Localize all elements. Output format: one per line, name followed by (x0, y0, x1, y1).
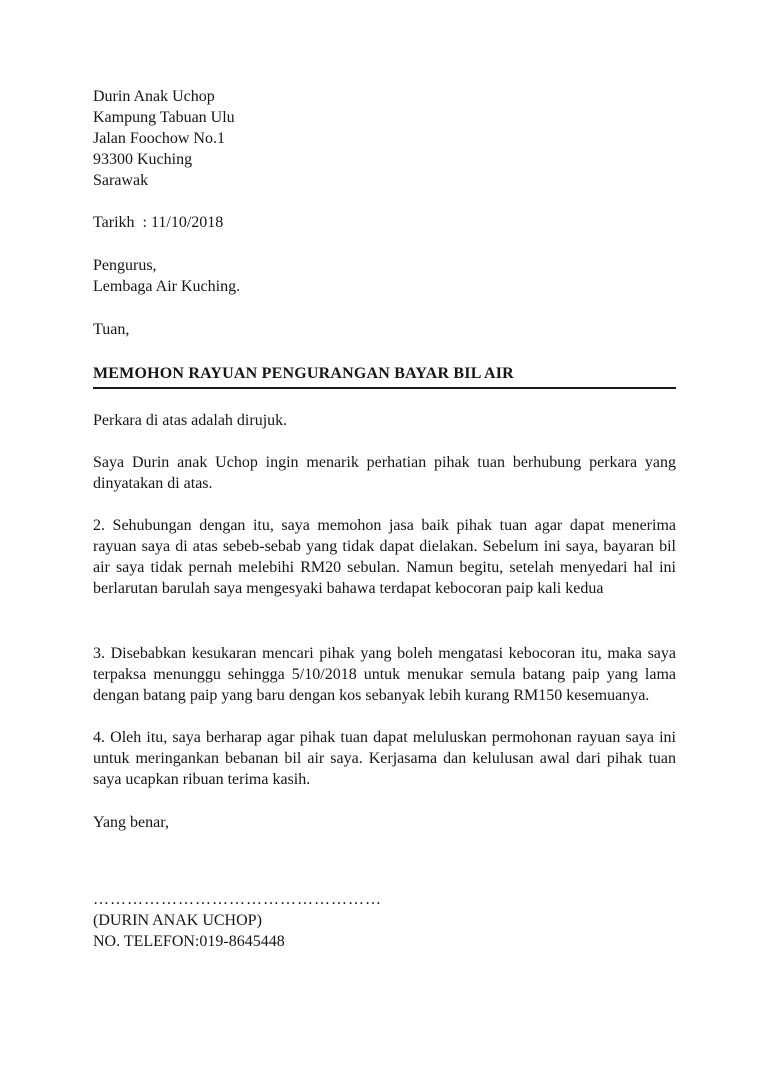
recipient-organization: Lembaga Air Kuching. (93, 278, 241, 295)
sender-address-line: 93300 Kuching (93, 151, 193, 168)
closing-phrase: Yang benar, (93, 814, 169, 831)
sender-address-line: Kampung Tabuan Ulu (93, 109, 235, 126)
paragraph-intro: Saya Durin anak Uchop ingin menarik perhatian pihak tuan berhubung perkara yang dinyatakan di atas. (93, 454, 676, 492)
sender-name: Durin Anak Uchop (93, 88, 215, 105)
signature-dotted-line: …………………………………………… (93, 891, 382, 908)
sender-address-block (93, 86, 676, 191)
sender-address-line: Jalan Foochow No.1 (93, 130, 225, 147)
recipient-block (93, 255, 676, 297)
paragraph-2: 2. Sehubungan dengan itu, saya memohon jasa baik pihak tuan agar dapat menerima rayuan saya di atas sebeb-sebab yang tidak dapat dielakan. Sebelum ini saya, bayaran bil air saya tidak pernah melebihi RM20 sebulan. Namun begitu, setelah menyedari hal ini berlarutan barulah saya mengesyaki bahawa terdapat kebocoran paip kali kedua (93, 517, 676, 597)
sender-address-line: Sarawak (93, 172, 149, 189)
recipient-title: Pengurus, (93, 257, 157, 274)
subject-line: MEMOHON RAYUAN PENGURANGAN BAYAR BIL AIR (93, 363, 676, 389)
paragraph-3: 3. Disebabkan kesukaran mencari pihak yang boleh mengatasi kebocoran itu, maka saya terpaksa menunggu sehingga 5/10/2018 untuk menukar semula batang paip yang lama dengan batang paip yang baru dengan kos sebanyak lebih kurang RM150 kesemuanya. (93, 645, 676, 704)
paragraph-reference: Perkara di atas adalah dirujuk. (93, 412, 288, 429)
salutation: Tuan, (93, 321, 130, 338)
paragraph-4: 4. Oleh itu, saya berharap agar pihak tuan dapat meluluskan permohonan rayuan saya ini untuk meringankan bebanan bil air saya. Kerjasama dan kelulusan awal dari pihak tuan saya ucapkan ribuan terima kasih. (93, 729, 676, 788)
signature-name: (DURIN ANAK UCHOP) (93, 912, 262, 929)
date-line: Tarikh : 11/10/2018 (93, 214, 224, 231)
signature-phone: NO. TELEFON:019-8645448 (93, 933, 285, 950)
